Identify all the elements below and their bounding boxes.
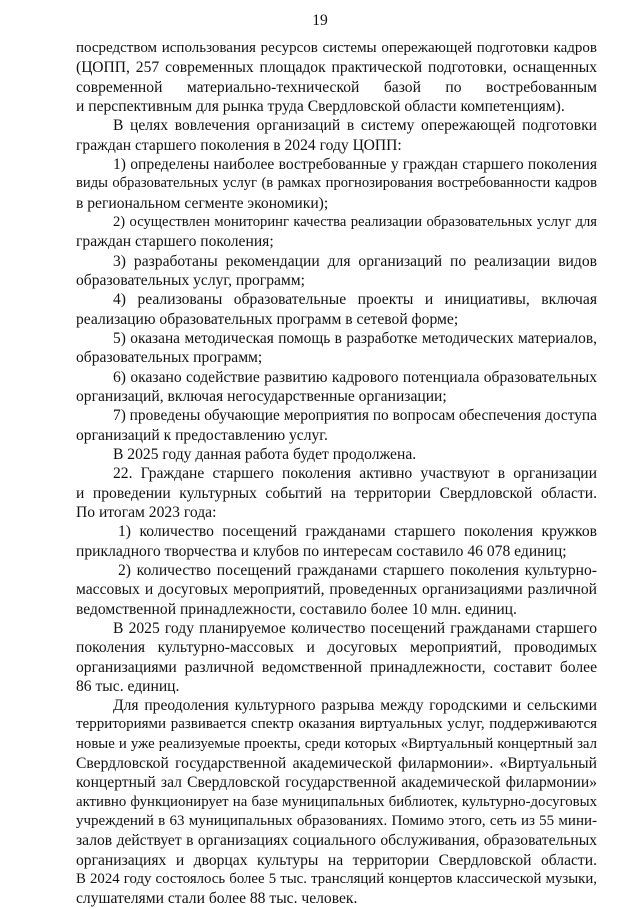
- text-line: Для преодоления культурного разрыва между городскими и сельскими: [113, 697, 597, 715]
- text-line: 1) определены наиболее востребованные у граждан старшего поколения: [113, 155, 597, 173]
- text-line: (ЦОПП, 257 современных площадок практической подготовки, оснащенных: [76, 59, 597, 77]
- text-line: активно функционирует на базе муниципальных библиотек, культурно-досуговых: [76, 793, 597, 810]
- text-line: 6) оказано содействие развитию кадрового потенциала образовательных: [113, 368, 597, 386]
- text-line: ведомственной принадлежности, составило более 10 млн. единиц.: [76, 600, 517, 618]
- text-line: посредством использования ресурсов системы опережающей подготовки кадров: [76, 40, 597, 56]
- text-line: слушателями стали более 88 тыс. человек.: [76, 890, 358, 908]
- text-line: массовых и досуговых мероприятий, проведенных организациями различной: [76, 581, 597, 599]
- text-line: виды образовательных услуг (в рамках прогнозирования востребованности кадров: [76, 175, 597, 192]
- text-line: В 2024 году состоялось более 5 тыс. трансляций концертов классической музыки,: [76, 871, 597, 888]
- text-line: В целях вовлечения организаций в систему опережающей подготовки: [113, 117, 597, 135]
- text-line: поколения культурно-массовых и досуговых мероприятий, проводимых: [76, 639, 597, 657]
- text-line: 2) осуществлен мониторинг качества реализации образовательных услуг для: [113, 213, 597, 230]
- document-body: [76, 39, 597, 909]
- text-line: организаций к предоставлению услуг.: [76, 426, 328, 444]
- text-line: концертный зал Свердловской государственной академической филармонии»: [76, 774, 597, 792]
- text-line: 86 тыс. единиц.: [76, 677, 180, 695]
- text-line: 3) разработаны рекомендации для организаций по реализации видов: [113, 252, 597, 270]
- text-line: территориями развивается спектр оказания виртуальных услуг, поддерживаются: [76, 716, 597, 733]
- text-line: В 2025 году данная работа будет продолжена.: [113, 445, 417, 463]
- text-line: современной материально-технической базой по востребованным: [76, 78, 597, 96]
- text-line: организациях и дворцах культуры на территории Свердловской области.: [76, 851, 597, 869]
- text-line: 4) реализованы образовательные проекты и инициативы, включая: [113, 291, 597, 309]
- text-line: 1) количество посещений гражданами старшего поколения кружков: [118, 523, 597, 541]
- text-line: 5) оказана методическая помощь в разработке методических материалов,: [113, 329, 597, 347]
- page-number: 19: [312, 12, 328, 29]
- text-line: новые и уже реализуемые проекты, среди которых «Виртуальный концертный зал: [76, 735, 597, 752]
- text-line: и проведении культурных событий на территории Свердловской области.: [76, 484, 597, 502]
- text-line: организациями различной ведомственной принадлежности, составит более: [76, 658, 597, 676]
- text-line: 22. Граждане старшего поколения активно участвуют в организации: [113, 465, 597, 483]
- text-line: и перспективным для рынка труда Свердловской области компетенциям).: [76, 97, 565, 115]
- text-line: граждан старшего поколения;: [76, 233, 274, 251]
- text-line: По итогам 2023 года:: [76, 503, 217, 521]
- text-line: прикладного творчества и клубов по интересам составило 46 078 единиц;: [76, 542, 567, 560]
- text-line: залов действует в организациях социального обслуживания, образовательных: [76, 832, 597, 850]
- text-line: образовательных программ;: [76, 349, 263, 367]
- text-line: реализацию образовательных программ в сетевой форме;: [76, 310, 459, 328]
- text-line: 2) количество посещений гражданами старшего поколения культурно-: [118, 561, 597, 579]
- text-line: граждан старшего поколения в 2024 году ЦОПП:: [76, 136, 402, 154]
- text-line: в региональном сегменте экономики);: [76, 194, 329, 212]
- text-line: учреждений в 63 муниципальных образованиях. Помимо этого, сеть из 55 мини-: [76, 813, 597, 830]
- text-line: В 2025 году планируемое количество посещений гражданами старшего: [113, 619, 597, 637]
- text-line: 7) проведены обучающие мероприятия по вопросам обеспечения доступа: [113, 407, 597, 425]
- text-line: организаций, включая негосударственные организации;: [76, 387, 447, 405]
- text-line: Свердловской государственной академической филармонии». «Виртуальный: [76, 755, 597, 773]
- text-line: образовательных услуг, программ;: [76, 271, 305, 289]
